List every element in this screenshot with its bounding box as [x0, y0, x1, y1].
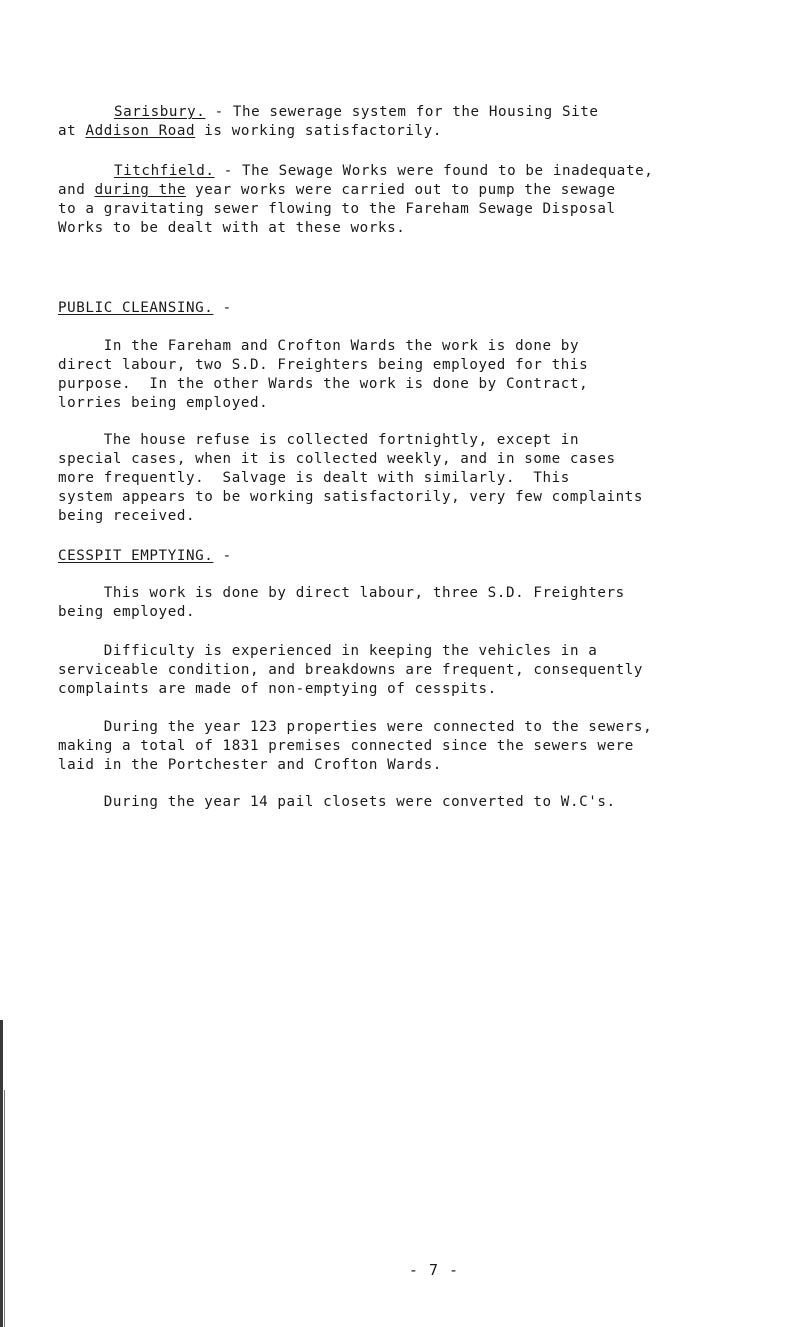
sarisbury-paragraph: Sarisbury. - The sewerage system for the Housing Site at Addison Road is working satisfactorily.: [58, 104, 599, 139]
cesspit-para-4: During the year 14 pail closets were converted to W.C's.: [58, 794, 616, 810]
sarisbury-heading: Sarisbury.: [114, 104, 206, 120]
cesspit-emptying-heading: CESSPIT EMPTYING. -: [58, 548, 232, 564]
addison-road: Addison Road: [85, 123, 196, 139]
cesspit-para-2: Difficulty is experienced in keeping the vehicles in a serviceable condition, and breakdowns are frequent, consequently complaints are made of non-emptying of cesspits.: [58, 643, 644, 697]
public-cleansing-heading: PUBLIC CLEANSING. -: [58, 300, 232, 316]
public-cleansing-para-2: The house refuse is collected fortnightly, except in special cases, when it is collected weekly, and in some cases more frequently. Salvage is dealt with similarly. This system appears to be working satisfactorily, very few complaints being received.: [58, 432, 644, 524]
page-number: - 7 -: [408, 1261, 460, 1279]
public-cleansing-para-1: In the Fareham and Crofton Wards the work is done by direct labour, two S.D. Freighters being employed for this purpose. In the other Wards the work is done by Contract, lorries being employed.: [58, 338, 589, 411]
binding-edge-line: [4, 1090, 5, 1327]
binding-edge-shadow: [0, 1020, 3, 1327]
titchfield-heading: Titchfield.: [114, 163, 215, 179]
titchfield-paragraph: Titchfield. - The Sewage Works were found to be inadequate, and during the year works were carried out to pump the sewage to a gravitating sewer flowing to the Fareham Sewage Disposal Works to be dealt with at these works.: [58, 163, 654, 236]
cesspit-para-3: During the year 123 properties were connected to the sewers, making a total of 1831 premises connected since the sewers were laid in the Portchester and Crofton Wards.: [58, 719, 653, 773]
during-the: during the: [94, 182, 186, 198]
cesspit-para-1: This work is done by direct labour, three S.D. Freighters being employed.: [58, 585, 625, 620]
